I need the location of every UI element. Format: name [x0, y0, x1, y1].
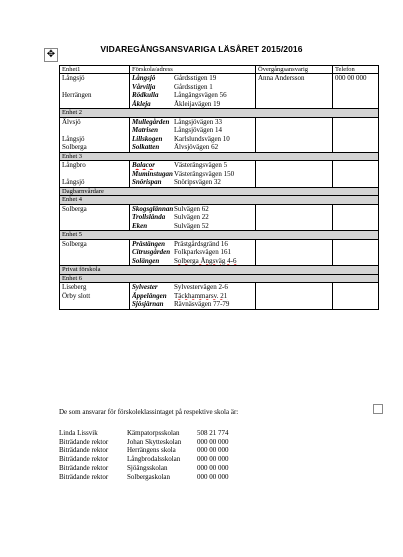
school-name: Äppelängen	[132, 291, 167, 300]
school-name: Långsjö	[132, 74, 156, 82]
school-line	[132, 300, 253, 309]
school-address: Västerängsvägen 5	[174, 161, 228, 169]
school-address: Långsjövägen 14	[174, 126, 223, 134]
contact-line	[258, 240, 330, 249]
school-name: Sjösjärnan	[132, 300, 164, 308]
phone-line	[335, 143, 376, 152]
contacts-table	[59, 65, 379, 310]
area-line	[62, 170, 127, 179]
contact-row	[59, 446, 247, 455]
area-cell	[60, 161, 130, 188]
phone-line	[335, 300, 376, 309]
school-address: Åkleijavägen 19	[174, 99, 221, 108]
contact-line	[258, 205, 330, 214]
phone-line	[335, 222, 376, 231]
phone-line	[335, 178, 376, 187]
contact-line	[258, 178, 330, 187]
phone-cell	[333, 239, 379, 266]
contact-school: Solbergaskolan	[127, 472, 171, 481]
unit-header-cell: Enhet 3	[60, 152, 379, 161]
phone-line	[335, 240, 376, 249]
contact-line	[258, 170, 330, 179]
contact-phone: 508 21 774	[197, 429, 229, 437]
column-header: Enhet1	[60, 66, 130, 74]
school-name: Sylvester	[132, 283, 158, 291]
school-line	[132, 143, 253, 152]
school-address: Långsjövägen 33	[174, 117, 223, 126]
school-name: Skogsglännan	[132, 204, 174, 213]
school-line	[132, 118, 253, 127]
contact-phone: 000 00 000	[197, 455, 229, 464]
unit-body-row	[60, 117, 379, 152]
school-line	[132, 283, 253, 292]
contact-row	[59, 464, 247, 473]
unit-header-row	[60, 187, 379, 196]
school-line	[132, 240, 253, 249]
area-line	[62, 222, 127, 231]
area-line	[62, 248, 127, 257]
school-name: Trollslända	[132, 213, 166, 221]
area-line: Herrängen	[62, 91, 92, 99]
area-cell	[60, 74, 130, 109]
school-line	[132, 248, 253, 257]
school-cell	[130, 204, 256, 231]
contact-line	[258, 257, 330, 266]
contact-school: Sjöängsskolan	[127, 463, 168, 472]
school-name: Snörispan	[132, 178, 162, 186]
phone-line: 000 00 000	[335, 74, 367, 82]
school-line	[132, 74, 253, 83]
school-name: Balacor	[132, 161, 155, 169]
contact-line	[258, 248, 330, 257]
school-address: Sulvägen 22	[174, 213, 209, 221]
unit-body-row	[60, 161, 379, 188]
column-header: Övergångsansvarig	[256, 66, 333, 74]
phone-line	[335, 118, 376, 127]
phone-cell	[333, 204, 379, 231]
school-address: Älvsjövägen 62	[174, 143, 219, 151]
unit-header-row	[60, 152, 379, 161]
unit-header-cell: Dagbarnvårdare	[60, 187, 379, 196]
contact-line	[258, 100, 330, 109]
area-line	[62, 126, 127, 135]
phone-cell	[333, 74, 379, 109]
phone-cell	[333, 117, 379, 152]
phone-line	[335, 257, 376, 266]
contact-cell	[256, 204, 333, 231]
school-name: Eken	[132, 221, 148, 230]
column-header: Telefon	[333, 66, 379, 74]
contact-title: Linda Lissvik	[59, 429, 98, 437]
contact-school: Kämpatorpsskolan	[127, 429, 180, 437]
school-cell	[130, 283, 256, 310]
contact-line	[258, 143, 330, 152]
contact-line	[258, 126, 330, 135]
phone-line	[335, 91, 376, 100]
unit-header-cell: Privat förskola	[60, 266, 379, 275]
school-line	[132, 135, 253, 144]
phone-line	[335, 161, 376, 170]
unit-header-row	[60, 196, 379, 205]
unit-header-row	[60, 109, 379, 118]
phone-line	[335, 170, 376, 179]
area-line: Långsjö	[62, 178, 85, 186]
unit-header-row	[60, 231, 379, 240]
school-line	[132, 257, 253, 266]
contact-line: Anna Andersson	[258, 74, 305, 82]
unit-body-row	[60, 204, 379, 231]
school-address: Sulvägen 62	[174, 204, 209, 213]
phone-line	[335, 83, 376, 92]
table-header-row	[60, 66, 379, 74]
contact-line	[258, 213, 330, 222]
school-address: Snöripsvägen 32	[174, 178, 221, 186]
school-address: Solberga Ängsväg 4-6	[174, 256, 237, 265]
document-title: VIDAREGÅNGSANSVARIGA LÄSÅRET 2015/2016	[100, 44, 303, 54]
contact-cell	[256, 283, 333, 310]
school-name: Lillskogen	[132, 134, 163, 143]
unit-header-row	[60, 274, 379, 283]
contact-line	[258, 283, 330, 292]
contact-title: Biträdande rektor	[59, 463, 109, 472]
contact-line	[258, 91, 330, 100]
area-line: Solberga	[62, 239, 87, 248]
phone-line	[335, 100, 376, 109]
phone-line	[335, 292, 376, 301]
contact-phone: 000 00 000	[197, 446, 229, 455]
unit-body-row	[60, 283, 379, 310]
contact-line	[258, 222, 330, 231]
contact-title: Biträdande rektor	[59, 455, 109, 464]
area-line	[62, 257, 127, 266]
column-header: Förskola/adress	[130, 66, 256, 74]
contact-cell	[256, 161, 333, 188]
contact-row	[59, 473, 247, 482]
contact-phone: 000 00 000	[197, 472, 229, 481]
unit-header-cell: Enhet 2	[60, 109, 379, 118]
footer-note: De som ansvarar för förskoleklassintaget på respektive skola är:	[59, 408, 239, 416]
unit-header-cell: Enhet 5	[60, 231, 379, 240]
area-line: Solberga	[62, 204, 87, 213]
school-line	[132, 205, 253, 214]
contact-school: Långbrodalsskolan	[127, 455, 181, 464]
phone-line	[335, 248, 376, 257]
school-cell	[130, 117, 256, 152]
contact-cell	[256, 74, 333, 109]
table-resize-handle[interactable]	[373, 404, 383, 414]
area-line: Långbro	[62, 161, 86, 169]
phone-line	[335, 205, 376, 214]
phone-line	[335, 135, 376, 144]
school-line	[132, 100, 253, 109]
school-address: Täckhammarsv. 21	[174, 291, 228, 300]
area-line	[62, 300, 127, 309]
contact-title: Biträdande rektor	[59, 446, 109, 455]
school-cell	[130, 239, 256, 266]
unit-header-cell: Enhet 6	[60, 274, 379, 283]
phone-cell	[333, 283, 379, 310]
school-line	[132, 91, 253, 100]
contact-title: Biträdande rektor	[59, 437, 109, 446]
phone-line	[335, 213, 376, 222]
contact-line	[258, 83, 330, 92]
school-line	[132, 213, 253, 222]
area-line: Långsjö	[62, 74, 85, 82]
contacts-list	[59, 429, 247, 481]
contact-line	[258, 118, 330, 127]
school-address: Sylvestervägen 2-6	[174, 283, 228, 291]
area-line: Solberga	[62, 143, 87, 151]
contact-row	[59, 455, 247, 464]
area-line	[62, 213, 127, 222]
area-line	[62, 100, 127, 109]
table-move-handle-icon[interactable]: ✥	[44, 48, 58, 62]
school-address: Karlslundsvägen 10	[174, 134, 230, 143]
school-name: Prästängen	[132, 239, 166, 248]
unit-body-row	[60, 74, 379, 109]
contact-row	[59, 438, 247, 447]
school-line	[132, 292, 253, 301]
area-cell	[60, 204, 130, 231]
contact-school: Johan Skytteskolan	[127, 437, 182, 446]
school-name: Åkleja	[132, 99, 151, 108]
unit-header-cell: Enhet 4	[60, 196, 379, 205]
school-name: Citrusgården	[132, 248, 171, 256]
school-name: Matrisen	[132, 126, 159, 134]
unit-header-row	[60, 266, 379, 275]
unit-body-row	[60, 239, 379, 266]
school-name: Mullegården	[132, 117, 170, 126]
school-cell	[130, 161, 256, 188]
school-address: Västerängsvägen 150	[174, 169, 235, 178]
school-name: Muminstugan	[132, 169, 173, 178]
school-line	[132, 170, 253, 179]
school-name: Rödkulla	[132, 91, 159, 99]
contact-row	[59, 429, 247, 438]
area-cell	[60, 117, 130, 152]
school-address: Prästgårdsgränd 16	[174, 239, 228, 248]
area-cell	[60, 283, 130, 310]
area-line: Älvsjö	[62, 117, 81, 126]
phone-line	[335, 283, 376, 292]
school-line	[132, 222, 253, 231]
school-address: Långängsvägen 56	[174, 91, 227, 99]
table-body	[60, 66, 379, 310]
contact-line	[258, 300, 330, 309]
contact-line	[258, 292, 330, 301]
area-line: Örby slott	[62, 291, 91, 300]
school-line	[132, 161, 253, 170]
contact-line	[258, 135, 330, 144]
school-name: Vårvilja	[132, 82, 156, 91]
school-address: Rävnäsvägen 77-79	[174, 300, 230, 308]
school-line	[132, 126, 253, 135]
contact-title: Biträdande rektor	[59, 472, 109, 481]
area-cell	[60, 239, 130, 266]
contact-cell	[256, 239, 333, 266]
school-address: Folkparksvägen 161	[174, 248, 231, 256]
school-name: Solkatten	[132, 143, 160, 151]
contact-phone: 000 00 000	[197, 437, 229, 446]
phone-line	[335, 126, 376, 135]
phone-cell	[333, 161, 379, 188]
school-line	[132, 83, 253, 92]
contact-phone: 000 00 000	[197, 463, 229, 472]
school-address: Sulvägen 52	[174, 221, 209, 230]
area-line: Långsjö	[62, 134, 85, 143]
area-line	[62, 83, 127, 92]
contact-line	[258, 161, 330, 170]
school-line	[132, 178, 253, 187]
school-name: Solängen	[132, 256, 160, 265]
contact-cell	[256, 117, 333, 152]
school-address: Gårdsstigen 19	[174, 74, 217, 82]
contact-school: Herrängens skola	[127, 446, 176, 455]
school-address: Gårdsstigen 1	[174, 82, 213, 91]
area-line: Liseberg	[62, 283, 87, 291]
school-cell	[130, 74, 256, 109]
